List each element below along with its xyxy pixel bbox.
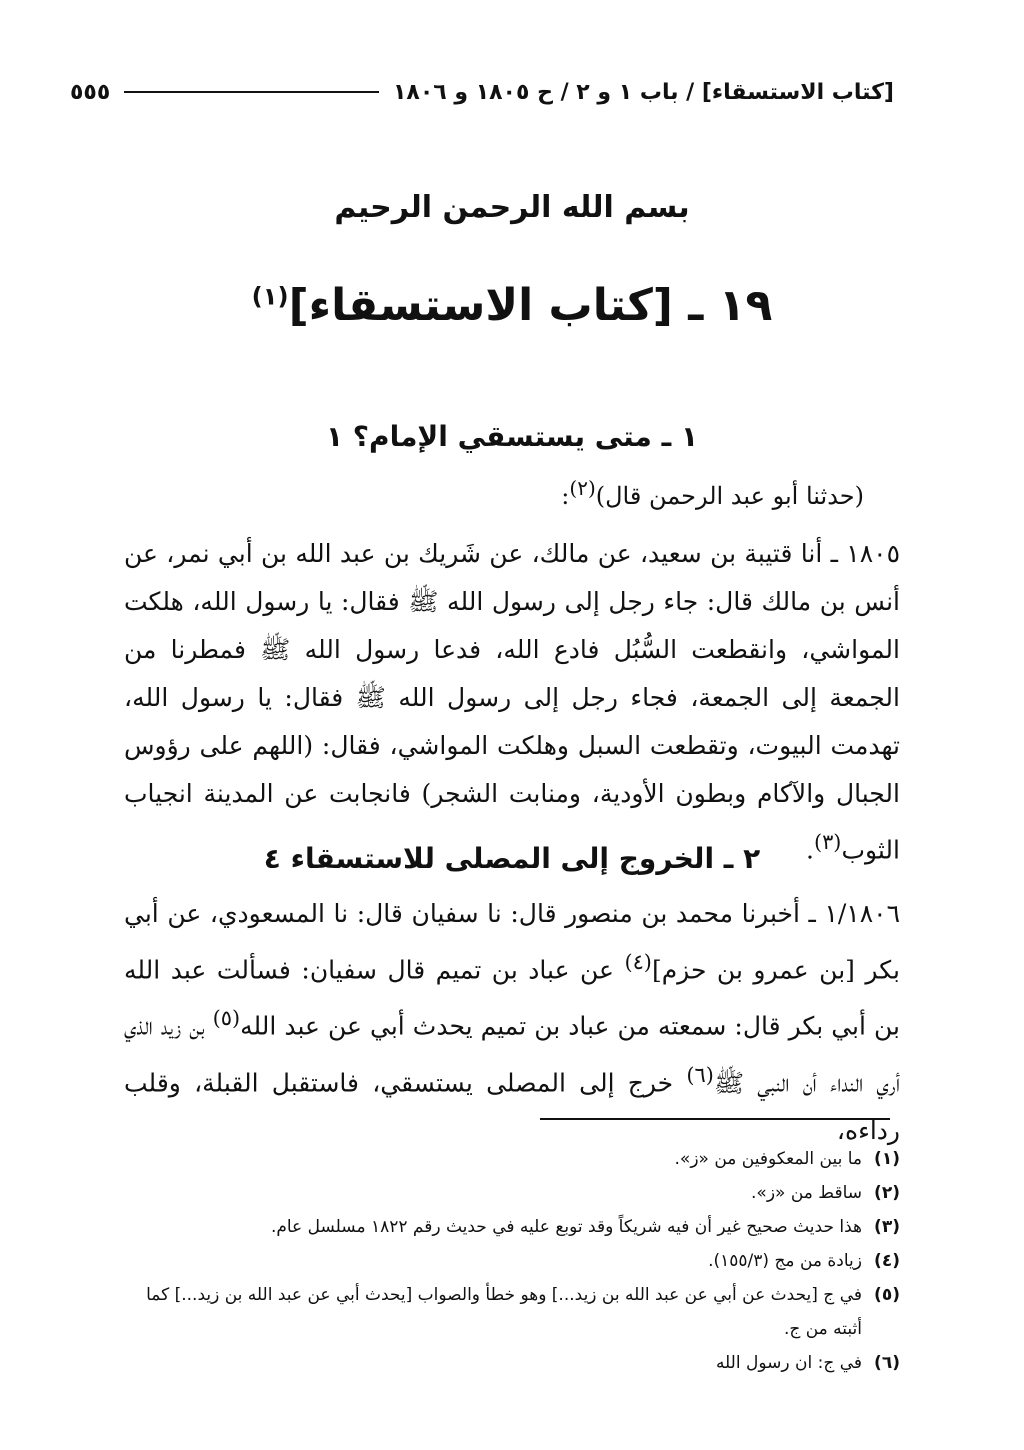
footnote-text: ما بين المعكوفين من «ز». bbox=[674, 1149, 862, 1169]
footnote-text: هذا حديث صحيح غير أن فيه شريكاً وقد توبع عليه في حديث رقم ١٨٢٢ مسلسل عام. bbox=[270, 1217, 862, 1237]
book-title-note-ref: (١) bbox=[251, 282, 289, 311]
footnotes bbox=[124, 1142, 900, 1380]
header-rule bbox=[124, 91, 379, 93]
hadith-1805-text: ١٨٠٥ ـ أنا قتيبة بن سعيد، عن مالك، عن شَريك بن عبد الله بن أبي نمر، عن أنس بن مالك قال: جاء رجل إلى رسول الله ﷺ فقال: يا رسول الله، هلكت المواشي، وانقطعت السُّبُل فادع الله، فدعا رسول الله ﷺ فمطرنا من الجمعة إلى الجمعة، فجاء رجل إلى رسول الله ﷺ فقال: يا رسول الله، تهدمت البيوت، وتقطعت السبل وهلكت المواشي، فقال: (اللهم على رؤوس الجبال والآكام وبطون الأودية، ومنابت الشجر) فانجابت عن المدينة انجياب الثوب bbox=[124, 539, 900, 865]
footnote-text: في ج: ان رسول الله bbox=[715, 1353, 862, 1373]
footnote-number: (١) bbox=[874, 1149, 900, 1169]
hadith-paragraph-1806 bbox=[124, 890, 900, 1155]
footnote-1 bbox=[124, 1142, 900, 1176]
hadith-1806-note-a: (٤) bbox=[624, 950, 652, 974]
footnote-5 bbox=[124, 1278, 900, 1346]
footnote-number: (٣) bbox=[874, 1217, 900, 1237]
footnote-number: (٦) bbox=[874, 1353, 900, 1373]
hadith-1806-note-b: (٥) bbox=[212, 1006, 241, 1031]
hadith-1806-note-c: (٦) bbox=[686, 1062, 714, 1087]
footnote-number: (٥) bbox=[874, 1285, 900, 1305]
intro-suffix: : bbox=[561, 482, 570, 510]
intro-text: (حدثنا أبو عبد الرحمن قال) bbox=[595, 482, 864, 510]
footnote-number: (٢) bbox=[874, 1183, 900, 1203]
page-number: ٥٥٥ bbox=[70, 79, 111, 105]
intro-note-ref: (٢) bbox=[569, 476, 596, 500]
hadith-1806-text-d: خرج إلى المصلى يستسقي، فاستقبل القبلة، وقلب رداءه، bbox=[124, 1067, 900, 1145]
footnote-6 bbox=[124, 1346, 900, 1380]
footnote-2 bbox=[124, 1176, 900, 1210]
running-header bbox=[70, 72, 894, 112]
hadith-1806-text-b: عن عباد بن تميم قال سفيان: فسألت عبد الله بن أبي بكر قال: سمعته من عباد بن تميم يحدث أبي عن عبد الله bbox=[124, 955, 900, 1041]
hadith-paragraph-1805 bbox=[124, 530, 900, 874]
book-title bbox=[0, 280, 1024, 331]
running-title: [كتاب الاستسقاء] / باب ١ و ٢ / ح ١٨٠٥ و ١٨٠٦ bbox=[392, 79, 894, 105]
footnote-text: ساقط من «ز». bbox=[751, 1183, 862, 1203]
basmala: بسم الله الرحمن الرحيم bbox=[334, 190, 690, 225]
footnote-4 bbox=[124, 1244, 900, 1278]
footnote-text: في ج [يحدث عن أبي عن عبد الله بن زيد...] وهو خطأ والصواب [يحدث أبي عن عبد الله بن زيد...] كما أثبته من ج. bbox=[146, 1285, 862, 1339]
footnote-text: زيادة من مج (١٥٥/٣). bbox=[708, 1251, 862, 1271]
chapter-heading-1: ١ ـ متى يستسقي الإمام؟ ١ bbox=[325, 420, 699, 453]
hadith-1805-note-ref: (٣) bbox=[813, 830, 842, 854]
intro-line bbox=[561, 476, 864, 510]
book-title-text: ١٩ ـ [كتاب الاستسقاء] bbox=[288, 280, 773, 331]
chapter-heading-2: ٢ ـ الخروج إلى المصلى للاستسقاء ٤ bbox=[263, 842, 761, 875]
footnote-rule bbox=[540, 1118, 890, 1120]
hadith-1805-suffix: . bbox=[806, 835, 814, 865]
footnote-number: (٤) bbox=[874, 1251, 900, 1271]
hadith-1806-text-c: بن زيد الذي أري النداء أن النبي ﷺ bbox=[124, 1011, 901, 1097]
hadith-1806-text-a: ١/١٨٠٦ ـ أخبرنا محمد بن منصور قال: نا سفيان قال: نا المسعودي، عن أبي بكر [بن عمرو بن حزم] bbox=[124, 899, 900, 985]
footnote-3 bbox=[124, 1210, 900, 1244]
